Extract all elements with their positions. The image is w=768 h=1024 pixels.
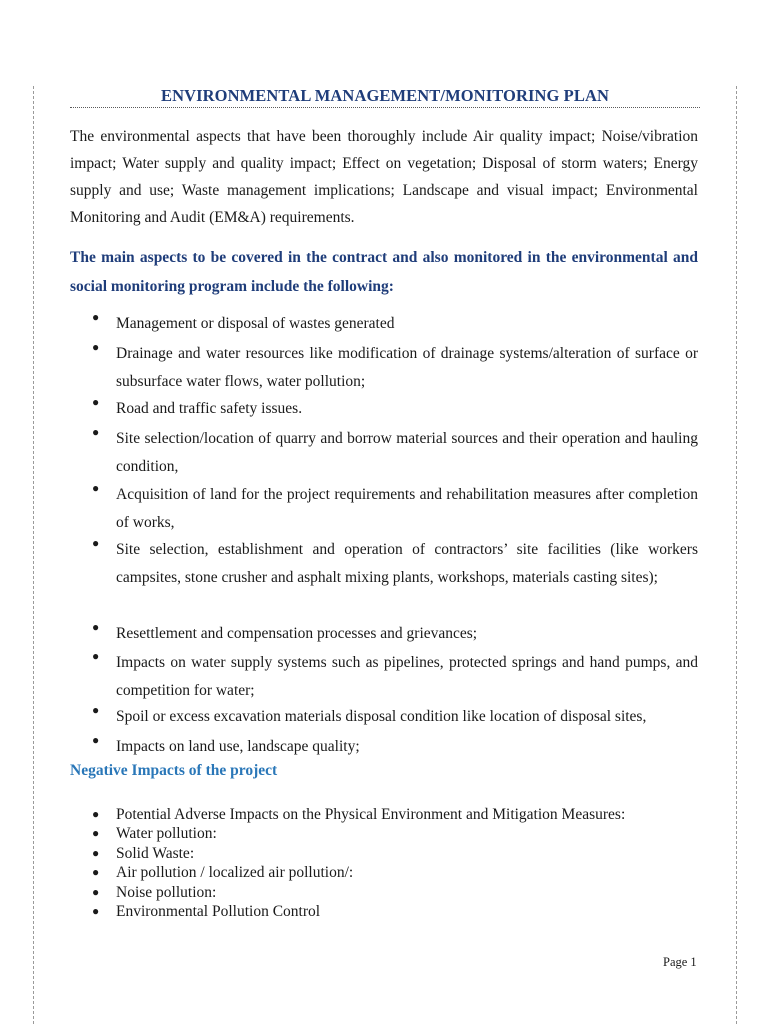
bullet-icon: ●	[92, 865, 100, 879]
right-margin-line	[736, 86, 737, 1024]
aspect-list-item	[70, 649, 698, 705]
negative-item-text: Environmental Pollution Control	[116, 903, 321, 920]
aspect-list-item	[70, 425, 698, 481]
negative-list-item	[70, 863, 698, 883]
bullet-icon: ●	[92, 649, 100, 663]
negative-item-text: Noise pollution:	[116, 884, 217, 901]
bullet-icon: ●	[92, 481, 100, 495]
bullet-icon: ●	[92, 703, 100, 717]
negative-list-item	[70, 844, 698, 864]
bullet-icon: ●	[92, 395, 100, 409]
aspect-list-item	[70, 733, 698, 761]
bullet-icon: ●	[92, 536, 100, 550]
aspect-text: Impacts on water supply systems such as pipelines, protected springs and hand pumps, and competition for water;	[116, 654, 698, 699]
aspect-text: Impacts on land use, landscape quality;	[116, 738, 360, 755]
aspect-list-item	[70, 536, 698, 592]
aspect-text: Spoil or excess excavation materials disposal condition like location of disposal sites,	[116, 708, 647, 725]
bullet-icon: ●	[92, 807, 100, 821]
negative-item-text: Air pollution / localized air pollution/:	[116, 864, 354, 881]
aspect-text: Acquisition of land for the project requirements and rehabilitation measures after completion of works,	[116, 486, 698, 531]
aspect-list-item	[70, 310, 698, 338]
negative-list-item	[70, 883, 698, 903]
negative-list-item	[70, 902, 698, 922]
aspect-list-item	[70, 340, 698, 396]
aspect-text: Site selection/location of quarry and borrow material sources and their operation and hauling condition,	[116, 430, 698, 475]
negative-impacts-heading: Negative Impacts of the project	[70, 762, 278, 779]
aspect-text: Resettlement and compensation processes and grievances;	[116, 625, 478, 642]
aspect-text: Road and traffic safety issues.	[116, 400, 303, 417]
bullet-icon: ●	[92, 846, 100, 860]
aspect-text: Drainage and water resources like modification of drainage systems/alteration of surface or subsurface water flows, water pollution;	[116, 345, 698, 390]
intro-paragraph: The environmental aspects that have been thoroughly include Air quality impact; Noise/vibration impact; Water supply and quality impact; Effect on vegetation; Disposal of storm waters; Energy supply and use; Waste management implications; Landscape and visual impact; Environmental Monitoring and Audit (EM&A) requirements.	[70, 128, 698, 226]
page-number: Page 1	[663, 955, 697, 969]
bullet-icon: ●	[92, 826, 100, 840]
negative-list-item	[70, 805, 698, 825]
aspect-list-item	[70, 620, 698, 648]
negative-list-item	[70, 824, 698, 844]
aspect-text: Site selection, establishment and operation of contractors’ site facilities (like workers campsites, stone crusher and asphalt mixing plants, workshops, materials casting sites);	[116, 541, 698, 586]
bullet-icon: ●	[92, 340, 100, 354]
title-underline	[70, 107, 700, 108]
aspect-list-item	[70, 481, 698, 537]
aspect-list-item	[70, 703, 698, 731]
left-margin-line	[33, 86, 34, 1024]
negative-item-text: Water pollution:	[116, 825, 217, 842]
aspect-list-item	[70, 395, 698, 423]
bullet-icon: ●	[92, 904, 100, 918]
aspects-heading: The main aspects to be covered in the contract and also monitored in the environmental and social monitoring program include the following:	[70, 249, 698, 295]
bullet-icon: ●	[92, 425, 100, 439]
bullet-icon: ●	[92, 310, 100, 324]
bullet-icon: ●	[92, 733, 100, 747]
negative-item-text: Solid Waste:	[116, 845, 195, 862]
bullet-icon: ●	[92, 885, 100, 899]
document-title: ENVIRONMENTAL MANAGEMENT/MONITORING PLAN	[161, 86, 609, 105]
aspect-text: Management or disposal of wastes generated	[116, 315, 395, 332]
negative-item-text: Potential Adverse Impacts on the Physical Environment and Mitigation Measures:	[116, 806, 626, 823]
bullet-icon: ●	[92, 620, 100, 634]
